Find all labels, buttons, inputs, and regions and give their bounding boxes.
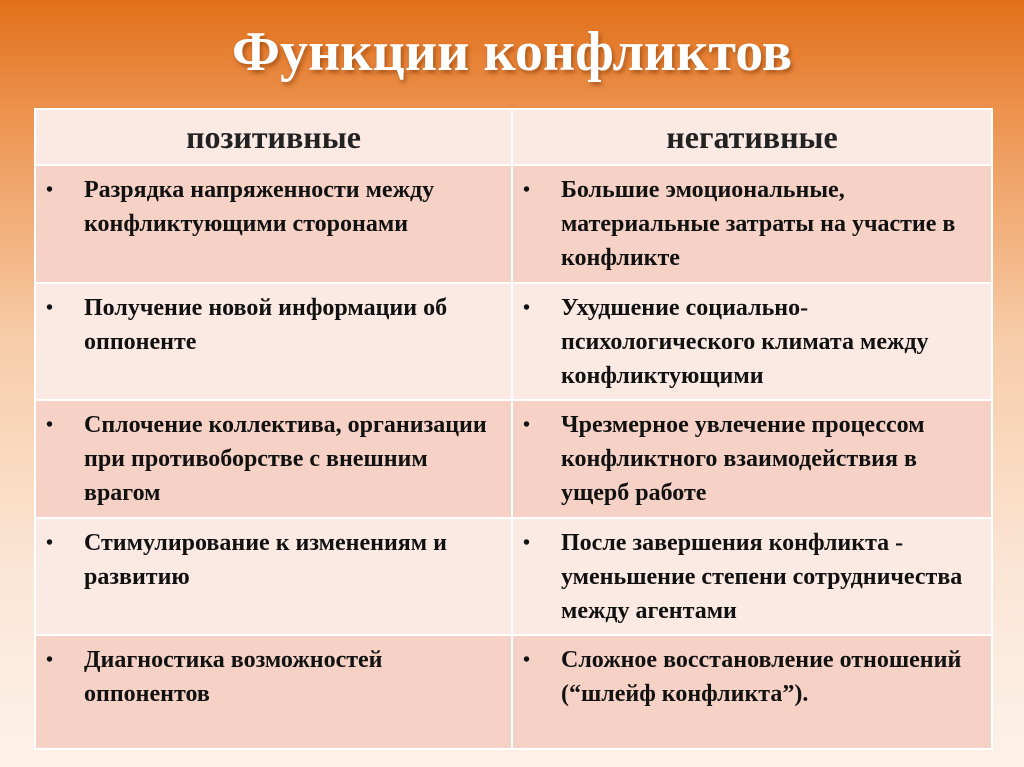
- header-positive: позитивные: [35, 109, 512, 165]
- negative-cell: [512, 400, 992, 518]
- bullet-icon: •: [46, 414, 54, 436]
- table-row: [35, 165, 992, 283]
- negative-text: После завершения конфликта - уменьшение степени сотрудничества между агентами: [561, 530, 963, 624]
- positive-text: Получение новой информации об оппоненте: [84, 295, 448, 355]
- positive-text: Сплочение коллектива, организации при противоборстве с внешним врагом: [84, 412, 487, 506]
- table-row: [35, 400, 992, 518]
- negative-text: Чрезмерное увлечение процессом конфликтного взаимодействия в ущерб работе: [561, 412, 925, 506]
- positive-cell: [35, 165, 512, 283]
- positive-cell: [35, 635, 512, 749]
- bullet-icon: •: [523, 297, 531, 319]
- positive-cell: [35, 518, 512, 635]
- table-row: [35, 518, 992, 635]
- bullet-icon: •: [46, 179, 54, 201]
- bullet-icon: •: [523, 649, 531, 671]
- bullet-icon: •: [46, 297, 54, 319]
- positive-text: Разрядка напряженности между конфликтующими сторонами: [84, 177, 435, 237]
- bullet-icon: •: [46, 532, 54, 554]
- header-negative: негативные: [512, 109, 992, 165]
- positive-text: Диагностика возможностей оппонентов: [84, 647, 383, 707]
- bullet-icon: •: [523, 532, 531, 554]
- negative-text: Большие эмоциональные, материальные затраты на участие в конфликте: [561, 177, 956, 271]
- functions-table: [34, 108, 993, 750]
- negative-text: Сложное восстановление отношений (“шлейф конфликта”).: [561, 647, 962, 707]
- table-header-row: [35, 109, 992, 165]
- positive-cell: [35, 400, 512, 518]
- table-row: [35, 283, 992, 400]
- bullet-icon: •: [46, 649, 54, 671]
- negative-text: Ухудшение социально-психологического климата между конфликтующими: [561, 295, 929, 389]
- negative-cell: [512, 518, 992, 635]
- table-row: [35, 635, 992, 749]
- negative-cell: [512, 635, 992, 749]
- negative-cell: [512, 165, 992, 283]
- bullet-icon: •: [523, 179, 531, 201]
- positive-cell: [35, 283, 512, 400]
- bullet-icon: •: [523, 414, 531, 436]
- slide-title: Функции конфликтов: [231, 21, 793, 83]
- negative-cell: [512, 283, 992, 400]
- positive-text: Стимулирование к изменениям и развитию: [84, 530, 447, 590]
